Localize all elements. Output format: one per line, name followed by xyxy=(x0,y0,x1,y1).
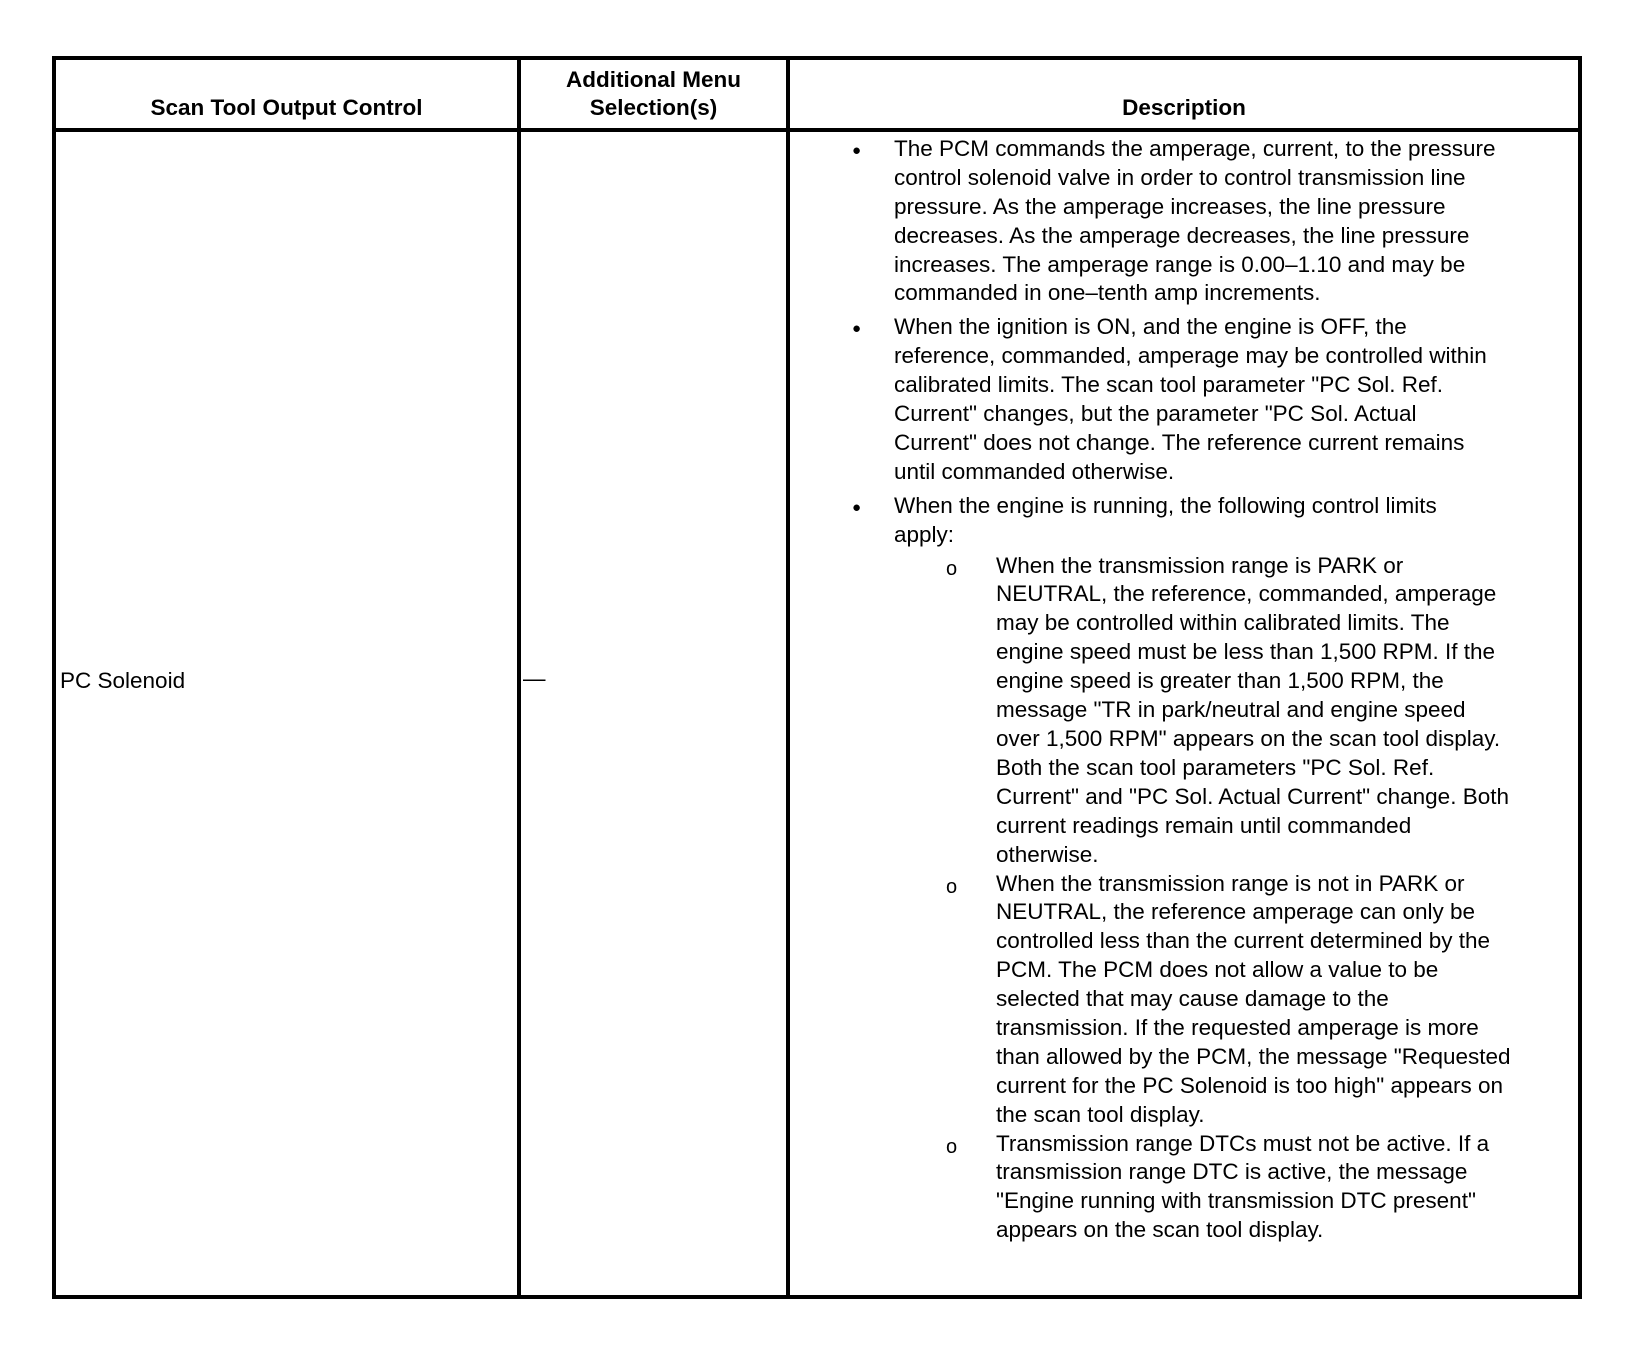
description-line: When the ignition is ON, and the engine is OFF, the xyxy=(894,314,1407,340)
description-line: increases. The amperage range is 0.00–1.10 and may be xyxy=(894,251,1466,277)
description-line: When the transmission range is not in PARK or xyxy=(996,870,1465,896)
description-line: commanded in one–tenth amp increments. xyxy=(894,280,1321,306)
description-line: controlled less than the current determined by the xyxy=(996,928,1491,954)
description-line: engine speed is greater than 1,500 RPM, the xyxy=(996,668,1444,694)
output-control-cell: PC Solenoid xyxy=(60,668,186,693)
description-line: otherwise. xyxy=(996,841,1099,867)
description-line: selected that may cause damage to the xyxy=(996,986,1389,1012)
header-label xyxy=(566,66,741,122)
description-line: decreases. As the amperage decreases, the line pressure xyxy=(894,222,1470,248)
description-line: over 1,500 RPM" appears on the scan tool display. xyxy=(996,725,1501,751)
description-line: message "TR in park/neutral and engine speed xyxy=(996,697,1466,723)
description-line: NEUTRAL, the reference, commanded, amperage xyxy=(996,581,1497,607)
description-line: NEUTRAL, the reference amperage can only be xyxy=(996,899,1476,925)
description-bullet xyxy=(894,135,1496,308)
description-line: Transmission range DTCs must not be active. If a xyxy=(996,1130,1490,1156)
header-label: Scan Tool Output Control xyxy=(150,95,423,120)
header-description xyxy=(790,60,1578,128)
description-line: Both the scan tool parameters "PC Sol. Ref. xyxy=(996,754,1435,780)
description-line: control solenoid valve in order to control transmission line xyxy=(894,164,1466,190)
bullet-icon: ● xyxy=(852,142,862,159)
description-sub-bullet xyxy=(996,1130,1489,1246)
column-divider xyxy=(786,60,790,1295)
description-line: Current" changes, but the parameter "PC Sol. Actual xyxy=(894,401,1417,427)
description-bullet xyxy=(894,492,1437,550)
header-label-line1: Additional Menu xyxy=(566,67,741,92)
description-line: apply: xyxy=(894,521,955,547)
column-divider xyxy=(517,60,521,1295)
sub-bullet-icon: o xyxy=(946,557,958,580)
header-scan-tool-output-control xyxy=(56,60,517,128)
header-label-line2: Selection(s) xyxy=(589,95,718,120)
description-sub-bullet xyxy=(996,552,1509,870)
menu-selection-cell: — xyxy=(523,666,546,691)
description-line: until commanded otherwise. xyxy=(894,458,1175,484)
description-line: calibrated limits. The scan tool parameter "PC Sol. Ref. xyxy=(894,372,1444,398)
header-additional-menu-selections xyxy=(521,60,786,128)
sub-bullet-icon: o xyxy=(946,875,958,898)
description-line: transmission range DTC is active, the message xyxy=(996,1159,1468,1185)
description-line: When the engine is running, the following control limits xyxy=(894,492,1437,518)
description-line: "Engine running with transmission DTC present" xyxy=(996,1188,1476,1214)
description-line: pressure. As the amperage increases, the line pressure xyxy=(894,193,1446,219)
header-divider xyxy=(56,128,1578,132)
description-line: transmission. If the requested amperage is more xyxy=(996,1014,1479,1040)
description-sub-bullet xyxy=(996,870,1511,1130)
description-line: The PCM commands the amperage, current, to the pressure xyxy=(894,136,1496,161)
bullet-icon: ● xyxy=(852,320,862,338)
description-line: the scan tool display. xyxy=(996,1101,1205,1127)
description-line: than allowed by the PCM, the message "Requested xyxy=(996,1043,1511,1069)
sub-bullet-icon: o xyxy=(946,1135,958,1158)
description-line: Current" does not change. The reference current remains xyxy=(894,429,1465,455)
bullet-icon: ● xyxy=(852,498,862,516)
description-line: appears on the scan tool display. xyxy=(996,1217,1324,1243)
description-line: engine speed must be less than 1,500 RPM. If the xyxy=(996,639,1496,665)
description-line: reference, commanded, amperage may be controlled within xyxy=(894,343,1487,369)
output-control-table xyxy=(52,56,1582,1299)
description-line: Current" and "PC Sol. Actual Current" change. Both xyxy=(996,783,1509,809)
description-line: current readings remain until commanded xyxy=(996,812,1412,838)
description-line: PCM. The PCM does not allow a value to be xyxy=(996,957,1439,983)
description-line: may be controlled within calibrated limits. The xyxy=(996,610,1450,636)
header-label: Description xyxy=(1122,95,1246,120)
description-bullet xyxy=(894,313,1487,486)
description-line: current for the PC Solenoid is too high" appears on xyxy=(996,1072,1504,1098)
description-line: When the transmission range is PARK or xyxy=(996,552,1404,578)
